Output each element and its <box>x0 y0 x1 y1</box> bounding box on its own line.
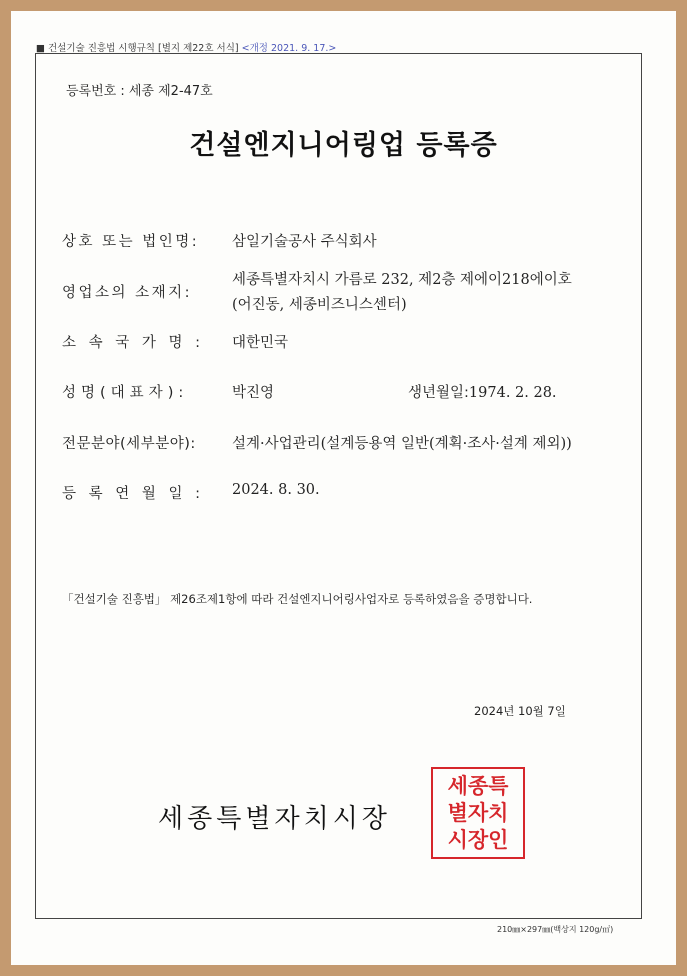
field-label: 전문분야(세부분야): <box>62 436 196 452</box>
location-value-line1: 세종특별자치시 가름로 232, 제2층 제에이218에이호 <box>232 272 572 288</box>
nationality-label: 소 속 국 가 명 : <box>62 335 204 351</box>
certification-statement: 「건설기술 진흥법」 제26조제1항에 따라 건설엔지니어링사업자로 등록하였음을 증명합니다. <box>62 592 533 606</box>
company-value: 삼일기술공사 주식회사 <box>232 234 377 250</box>
company-label: 상호 또는 법인명: <box>62 234 200 250</box>
representative-label: 성명(대표자): <box>62 385 189 401</box>
location-label: 영업소의 소재지: <box>62 285 193 301</box>
registration-number: 등록번호 : 세종 제2-47호 <box>66 84 213 99</box>
birth-date <box>408 381 557 402</box>
birth-label: 생년월일: <box>408 385 469 401</box>
seal-line1: 세종특 <box>447 773 509 798</box>
seal-line2: 별자치 <box>447 800 509 825</box>
revision-note: <개정 2021. 9. 17.> <box>241 43 337 54</box>
nationality-value: 대한민국 <box>232 335 289 351</box>
reg-date-label: 등 록 연 월 일 : <box>62 486 204 502</box>
birth-value: 1974. 2. 28. <box>468 385 557 401</box>
reg-date-value: 2024. 8. 30. <box>232 482 320 498</box>
issue-date: 2024년 10월 7일 <box>474 704 566 718</box>
representative-value: 박진영 <box>232 385 275 401</box>
certificate-title: 건설엔지니어링업 등록증 <box>189 130 498 161</box>
form-reference <box>36 40 336 54</box>
official-seal <box>431 767 525 859</box>
form-ref-text: ■ 건설기술 진흥법 시행규칙 [별지 제22호 서식] <box>36 43 239 54</box>
field-value: 설계·사업관리(설계등용역 일반(계획·조사·설계 제외)) <box>232 436 572 452</box>
paper-spec-footer: 210㎜×297㎜(백상지 120g/㎡) <box>497 925 614 934</box>
location-value-line2: (어진동, 세종비즈니스센터) <box>232 297 407 313</box>
seal-line3: 시장인 <box>447 827 509 852</box>
issuer-name: 세종특별자치시장 <box>158 804 391 834</box>
